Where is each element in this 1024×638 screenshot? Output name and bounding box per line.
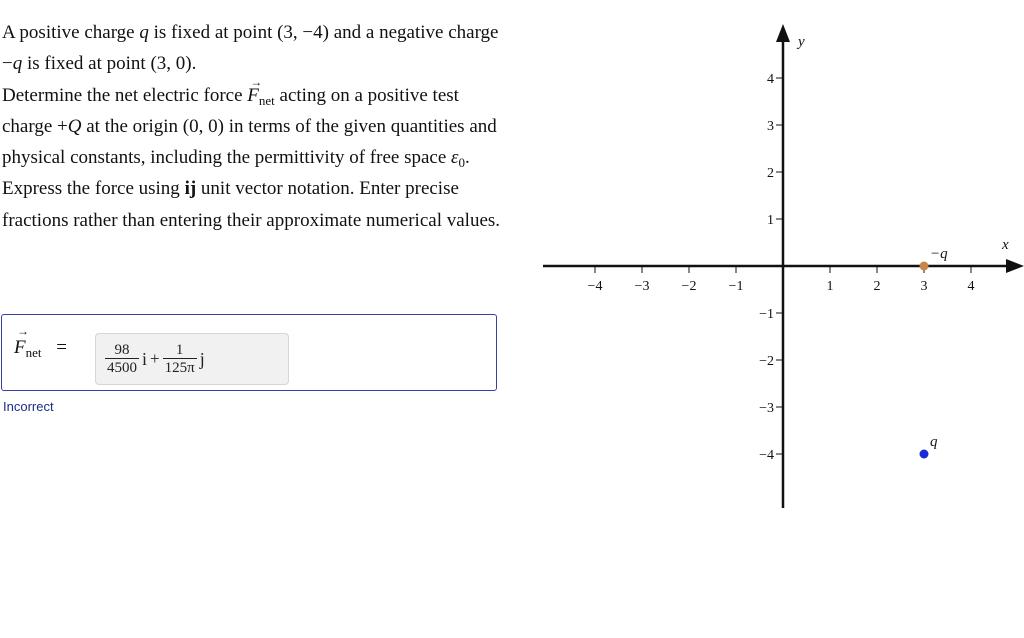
y-axis-label: y — [798, 34, 805, 50]
j-unit: j — [199, 348, 205, 369]
problem-text-2: is fixed at point (3, −4) and a negative charge − — [2, 22, 499, 75]
problem-statement — [2, 17, 502, 236]
problem-text-6: at the origin (0, 0) in terms of the given quantities and physical constants, including the permittivity of free space — [2, 115, 497, 169]
y-tick-label: 4 — [767, 72, 774, 87]
problem-text-1: A positive charge — [2, 22, 135, 43]
charge-point — [920, 450, 929, 459]
y-tick-label: −3 — [759, 401, 774, 416]
y-axis-arrow — [776, 24, 790, 42]
answer-input[interactable] — [95, 333, 289, 385]
charge-q-symbol-2: q — [12, 53, 23, 75]
charge-q-symbol: q — [139, 22, 149, 43]
ij-symbol: ij — [184, 178, 197, 200]
x-axis-label: x — [1002, 237, 1009, 253]
answer-box — [1, 314, 497, 391]
x-tick-label: −3 — [634, 279, 650, 294]
equals-sign: = — [56, 337, 67, 358]
y-tick-label: 2 — [767, 166, 774, 181]
y-tick-label: 1 — [767, 213, 774, 228]
y-tick-label: −2 — [759, 354, 774, 369]
y-tick-label: −4 — [759, 448, 774, 463]
charge-label: −q — [930, 246, 948, 262]
i-numerator: 98 — [114, 342, 130, 358]
x-tick-label: −1 — [728, 279, 744, 294]
epsilon-symbol: ε — [451, 147, 459, 169]
answer-force-symbol: → F — [14, 337, 26, 359]
i-denominator: 4500 — [107, 360, 137, 376]
problem-text-3: is fixed at point (3, 0). — [26, 53, 197, 75]
epsilon-subscript: 0 — [458, 155, 466, 171]
charge-point — [920, 262, 929, 271]
problem-text-7: . Express the force using — [2, 147, 470, 200]
problem-text-5: acting on a positive test charge + — [2, 84, 459, 137]
charge-Q-symbol: Q — [67, 115, 82, 137]
x-tick-label: 2 — [873, 279, 881, 294]
net-subscript: net — [258, 92, 275, 108]
x-axis-arrow — [1006, 259, 1024, 273]
i-unit: i — [142, 348, 148, 369]
x-tick-label: −4 — [587, 279, 603, 294]
status-message: Incorrect — [3, 399, 54, 414]
x-tick-label: 3 — [920, 279, 928, 294]
x-tick-label: 4 — [967, 279, 975, 294]
answer-label — [14, 337, 67, 359]
j-numerator: 1 — [175, 342, 184, 358]
problem-text-4: Determine the net electric force — [2, 84, 243, 106]
answer-net-subscript: net — [25, 345, 42, 360]
x-tick-label: 1 — [826, 279, 834, 294]
coordinate-graph — [540, 20, 1024, 515]
force-vector-symbol: → F — [247, 80, 259, 111]
x-tick-label: −2 — [681, 279, 697, 294]
y-tick-label: −1 — [759, 307, 774, 322]
j-denominator: 125π — [164, 360, 195, 376]
problem-text-8: unit vector notation. Enter precise fractions rather than entering their approximate numerical values. — [2, 178, 501, 231]
i-fraction — [105, 342, 139, 376]
j-fraction — [163, 342, 197, 376]
y-tick-label: 3 — [767, 119, 774, 134]
plus-sign: + — [150, 349, 160, 368]
charge-label: q — [930, 434, 938, 450]
